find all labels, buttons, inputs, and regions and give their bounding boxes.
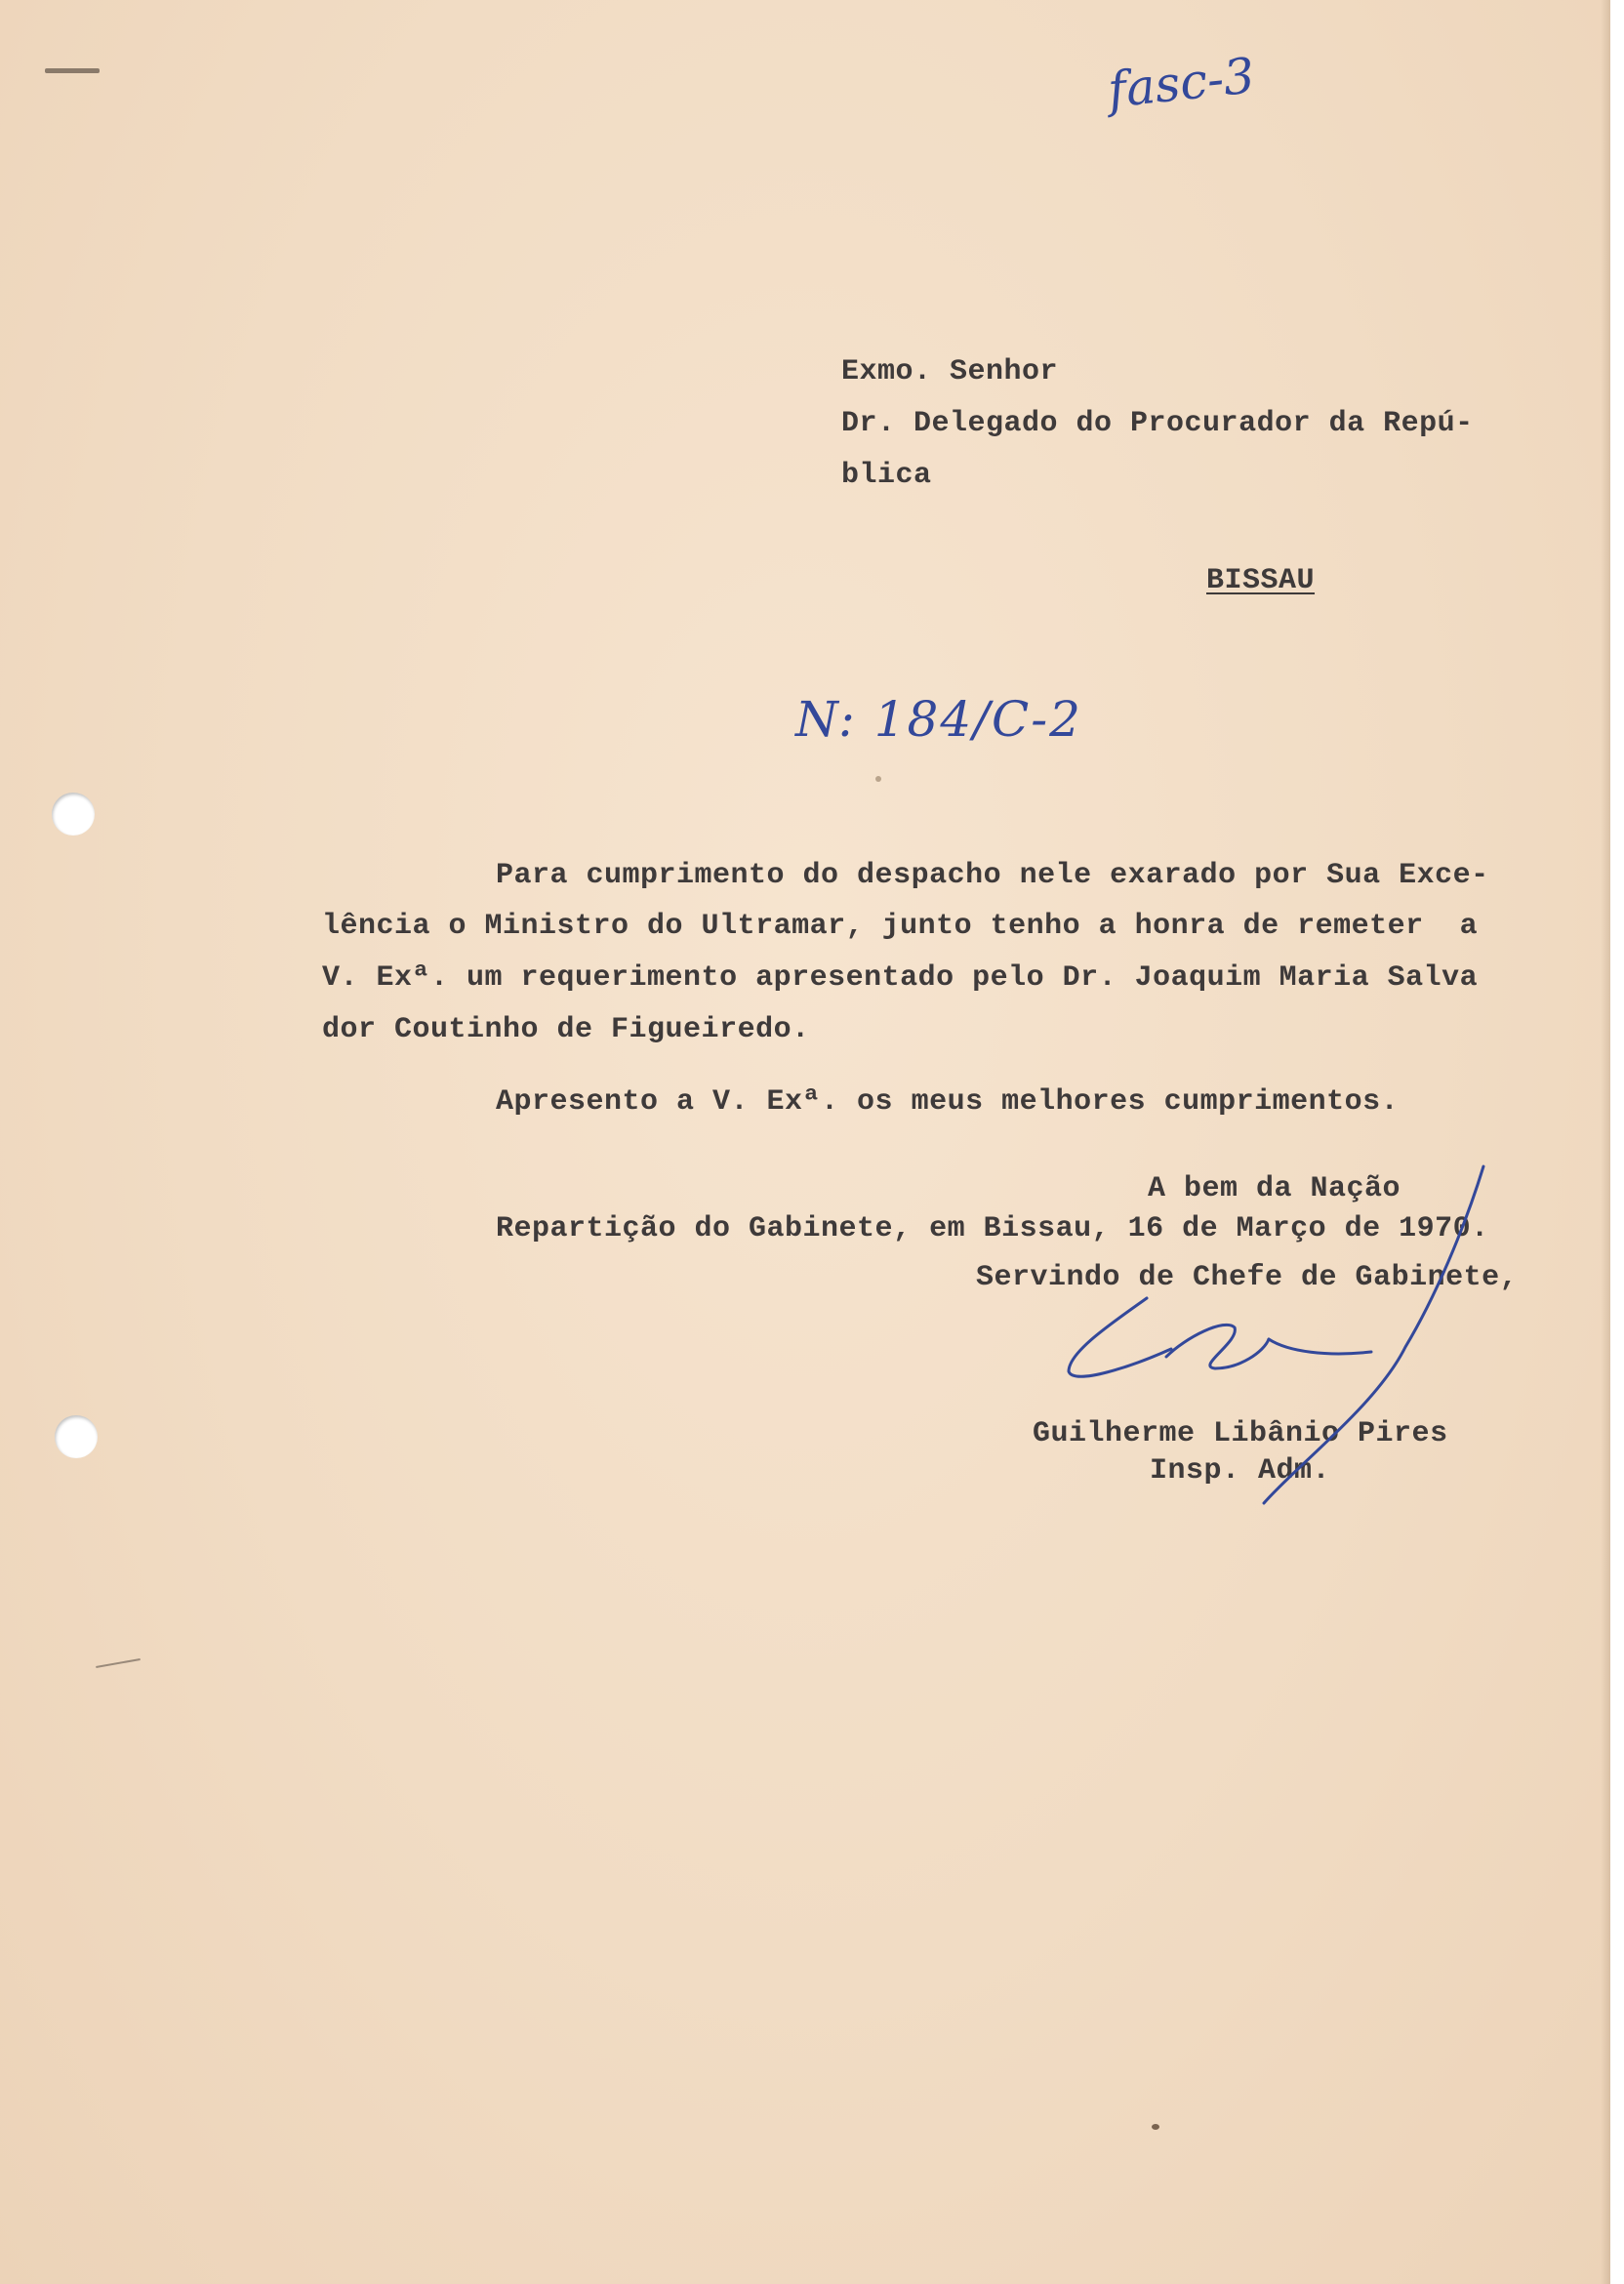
- closing-motto: A bem da Nação: [1148, 1172, 1401, 1205]
- greeting-paragraph: Apresento a V. Exª. os meus melhores cumprimentos.: [496, 1085, 1400, 1119]
- reference-number: N: 184/C-2: [795, 691, 1082, 748]
- paper-speck: [875, 776, 881, 782]
- body-line-3: V. Exª. um requerimento apresentado pelo Dr. Joaquim Maria Salva: [322, 961, 1479, 995]
- signatory-title: Insp. Adm.: [1150, 1454, 1331, 1488]
- addressee-title: Dr. Delegado do Procurador da Repú-: [841, 407, 1474, 440]
- addressee-title-continued: blica: [841, 459, 932, 492]
- body-line-4: dor Coutinho de Figueiredo.: [322, 1013, 810, 1046]
- signatory-role: Servindo de Chefe de Gabinete,: [976, 1261, 1519, 1294]
- place-and-date: Repartição do Gabinete, em Bissau, 16 de Março de 1970.: [496, 1212, 1489, 1245]
- paper-speck: [1152, 2124, 1159, 2130]
- addressee-salutation: Exmo. Senhor: [841, 355, 1059, 388]
- archive-note: fasc-3: [1105, 47, 1258, 119]
- addressee-city: BISSAU: [1206, 564, 1316, 597]
- body-line-1: Para cumprimento do despacho nele exarado por Sua Exce-: [496, 859, 1489, 892]
- body-line-2: lência o Ministro do Ultramar, junto tenho a honra de remeter a: [322, 910, 1479, 943]
- signatory-name: Guilherme Libânio Pires: [1033, 1417, 1448, 1450]
